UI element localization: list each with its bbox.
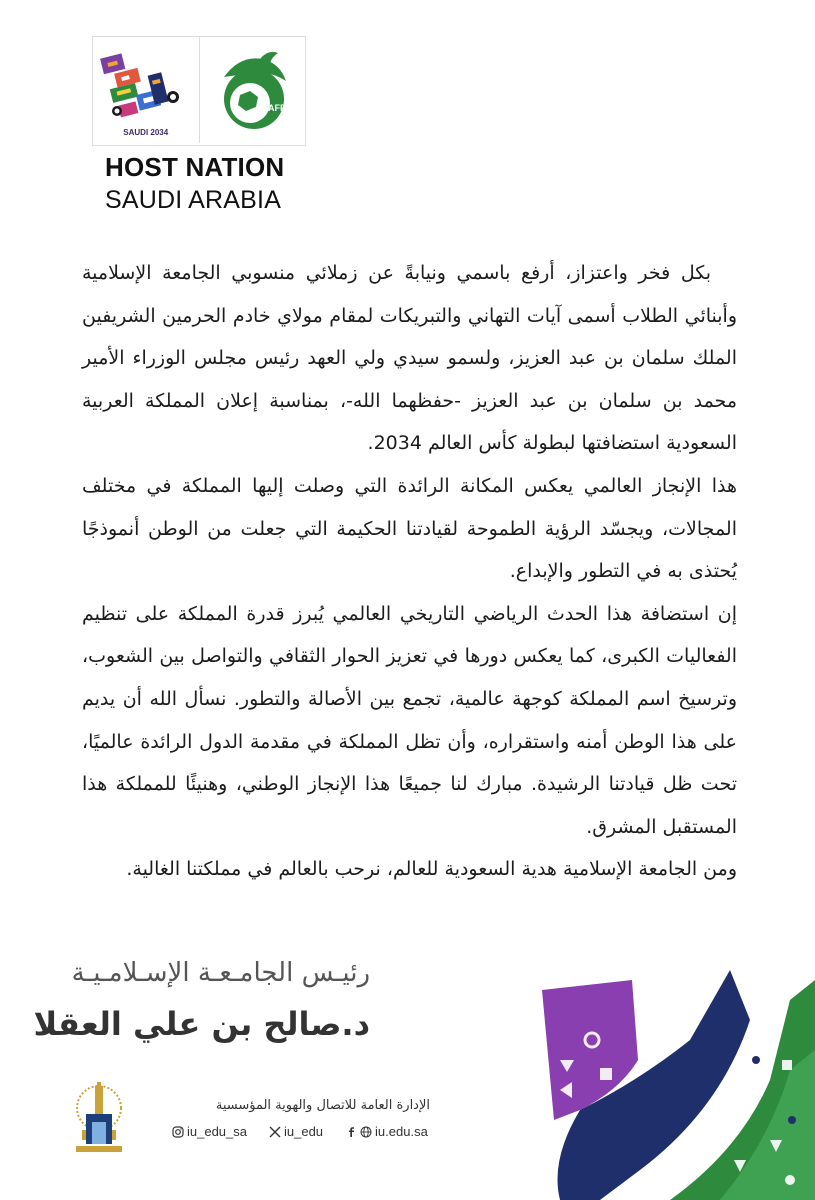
instagram-handle: iu_edu_sa — [187, 1124, 247, 1139]
x-logo-icon — [269, 1126, 281, 1138]
website-link[interactable] — [345, 1124, 428, 1139]
letter-body — [82, 252, 737, 891]
host-logos — [92, 36, 306, 146]
social-links — [172, 1124, 428, 1139]
letter-paragraph-3: إن استضافة هذا الحدث الرياضي التاريخي العالمي يُبرز قدرة المملكة على تنظيم الفعاليات الكبرى، كما يعكس دورها في تعزيز الحوار الثقافي والتواصل بين الشعوب، وترسيخ اسم المملكة كوجهة عالمية، تجمع بين الأصالة والتطور. نسأل الله أن يديم على هذا الوطن أمنه واستقراره، وأن تظل المملكة في مقدمة الدول الرائدة عالميًا، تحت ظل قيادتنا الرشيدة. مبارك لنا جميعًا هذا الإنجاز الوطني، وهنيئًا للمملكة هذا المستقبل المشرق. — [82, 602, 737, 838]
x-handle: iu_edu — [284, 1124, 324, 1139]
signature-name: د.صالح بن علي العقلا — [33, 1005, 370, 1043]
bid-logo-caption: SAUDI 2034 — [123, 128, 169, 137]
instagram-icon — [172, 1126, 184, 1138]
website-url: iu.edu.sa — [375, 1124, 428, 1139]
x-link[interactable] — [269, 1124, 323, 1139]
signature-title: رئيـس الجامـعـة الإسـلامـيـة — [71, 958, 370, 988]
host-nation-title: HOST NATION — [105, 152, 285, 182]
instagram-link[interactable] — [172, 1124, 247, 1139]
globe-icon — [360, 1126, 372, 1138]
saff-logo-text: SAFF — [261, 103, 285, 113]
islamic-university-emblem-icon — [68, 1080, 130, 1160]
letter-paragraph-4: ومن الجامعة الإسلامية هدية السعودية للعالم، نرحب بالعالم في مملكتنا الغالية. — [126, 858, 737, 881]
letter-paragraph-1: بكل فخر واعتزاز، أرفع باسمي ونيابةً عن زملائي منسوبي الجامعة الإسلامية وأبنائي الطلاب أسمى آيات التهاني والتبريكات لمقام مولاي خادم الحرمين الشريفين الملك سلمان بن عبد العزيز، ولسمو سيدي ولي العهد رئيس مجلس الوزراء الأمير محمد بن سلمان بن عبد العزيز -حفظهما الله-، بمناسبة إعلان المملكة العربية السعودية استضافتها لبطولة كأس العالم 2034. — [82, 262, 737, 455]
decorative-ribbon — [520, 960, 815, 1200]
saff-logo — [199, 37, 306, 143]
host-nation-country: SAUDI ARABIA — [105, 186, 282, 214]
saff-falcon-ball-icon — [200, 37, 306, 143]
facebook-icon — [345, 1126, 357, 1138]
department-name: الإدارة العامة للاتصال والهوية المؤسسية — [215, 1098, 430, 1113]
saudi-2034-bid-logo — [93, 37, 199, 143]
letter-paragraph-2: هذا الإنجاز العالمي يعكس المكانة الرائدة التي وصلت إليها المملكة في مختلف المجالات، ويجسّد الرؤية الطموحة لقيادتنا الحكيمة التي جعلت من الوطن أنموذجًا يُحتذى به في التطور والإبداع. — [82, 474, 737, 583]
